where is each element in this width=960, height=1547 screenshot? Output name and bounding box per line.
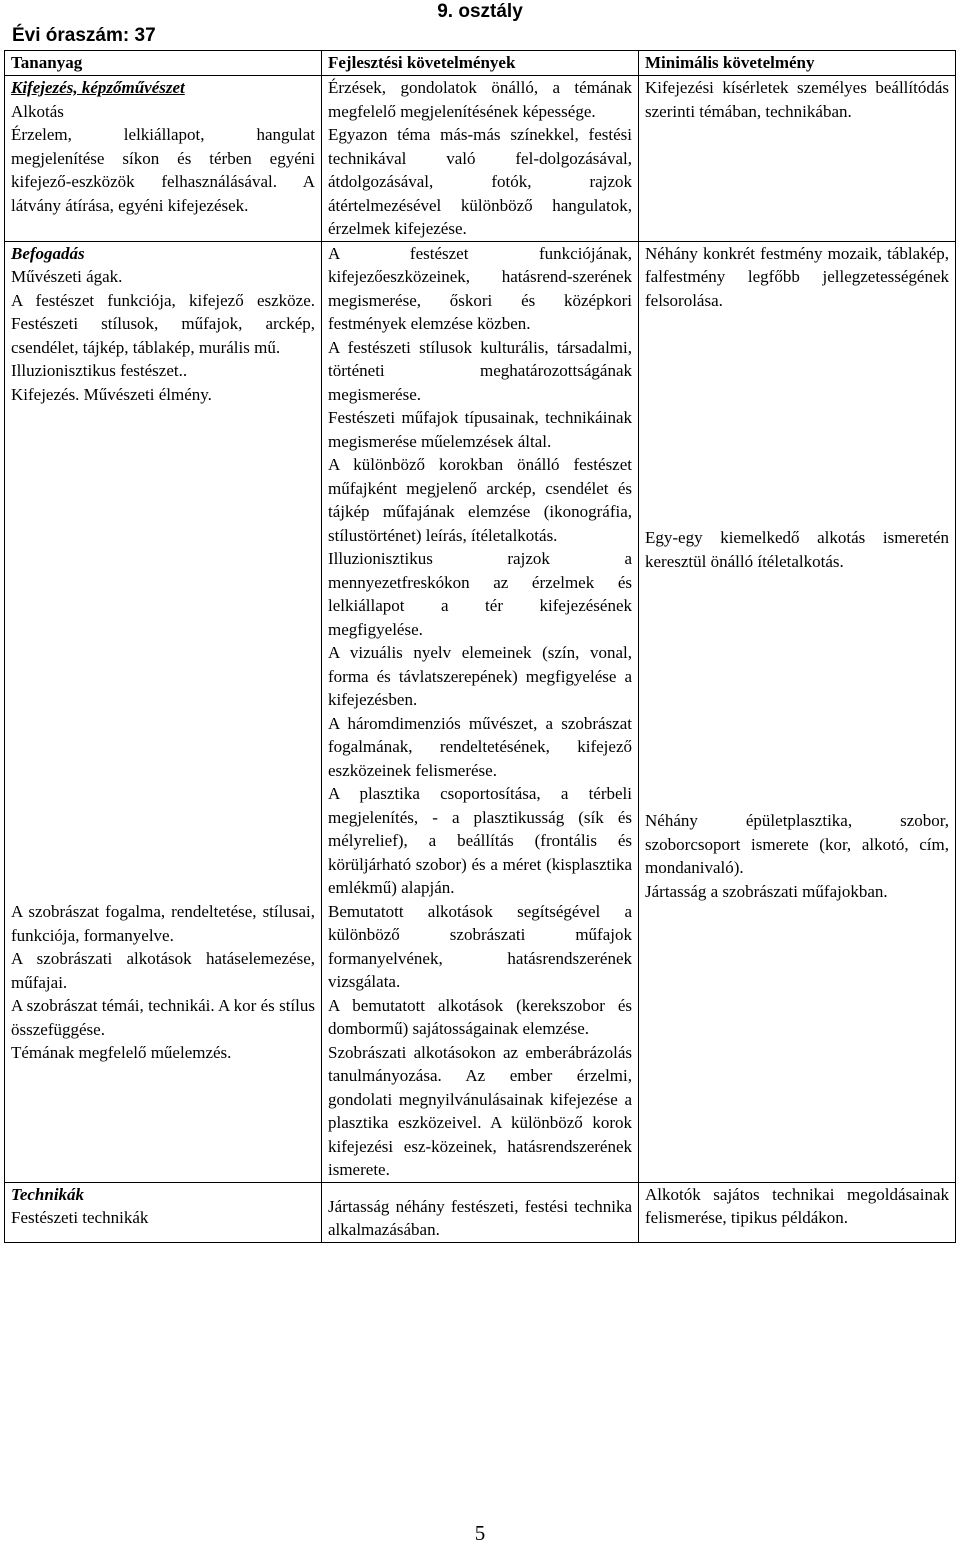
topic-cell xyxy=(5,76,322,242)
requirement-paragraph: A festészet funkciójának, kifejezőeszközeinek, hatásrend-szerének megismerése, őskori és középkori festmények elemzése közben. xyxy=(328,243,632,333)
curriculum-table xyxy=(4,50,956,1243)
table-header-row xyxy=(5,51,956,76)
requirement-paragraph: Bemutatott alkotások segítségével a különböző szobrászati műfajok formanyelvének, hatásrendszerének vizsgálata. xyxy=(328,901,632,991)
minimum-paragraph: Egy-egy kiemelkedő alkotás ismeretén keresztül önálló ítéletalkotás. xyxy=(645,528,949,571)
minimum-paragraph: Néhány konkrét festmény mozaik, táblakép, falfestmény legfőbb jellegzetességének felsorolása. xyxy=(645,243,949,310)
column-header: Tananyag xyxy=(5,51,322,76)
minimum-paragraph: Néhány épületplasztika, szobor, szoborcsoport ismerete (kor, alkotó, cím, mondanivaló). Jártasság a szobrászati műfajokban. xyxy=(645,811,949,901)
requirements-cell xyxy=(322,241,639,1182)
topic-cell xyxy=(5,1182,322,1242)
requirement-paragraph: A háromdimenziós művészet, a szobrászat fogalmának, rendeltetésének, kifejező eszközeinek felismerése. xyxy=(328,713,632,780)
table-row xyxy=(5,1182,956,1242)
requirement-paragraph: Érzések, gondolatok önálló, a témának megfelelő megjelenítésének képessége. xyxy=(328,78,632,121)
topic-text: Festészeti technikák xyxy=(11,1208,149,1227)
section-title: Kifejezés, képzőművészet xyxy=(11,78,185,97)
requirement-paragraph: A festészeti stílusok kulturális, társadalmi, történeti meghatározottságának megismerése. xyxy=(328,337,632,404)
requirement-paragraph: A különböző korokban önálló festészet műfajként megjelenő arckép, csendélet és tájkép műfajának elemzése (ikonográfia, stílustörténet) leírás, ítéletalkotás. xyxy=(328,455,632,545)
column-header: Fejlesztési követelmények xyxy=(322,51,639,76)
section-title: Befogadás xyxy=(11,243,85,263)
topic-text-sculpture: A szobrászat fogalma, rendeltetése, stílusai, funkciója, formanyelve. A szobrászati alkotások hatáselemezése, műfajai. A szobrászat témái, technikái. A kor és stílus összefüggése. Témának megfelelő műelemzés. xyxy=(11,902,315,1062)
requirements-cell xyxy=(322,76,639,242)
section-title: Technikák xyxy=(11,1184,85,1204)
page-number: 5 xyxy=(474,1521,486,1545)
requirement-paragraph: A plasztika csoportosítása, a térbeli megjelenítés, - a plasztikusság (sík és mélyrelief), a beállítás (frontális és körüljárható szobor) és a méret (kisplasztika emlékmű) alapján. xyxy=(328,784,632,897)
annual-hours: Évi óraszám: 37 xyxy=(12,25,156,46)
requirement-paragraph: A bemutatott alkotások (kerekszobor és dombormű) sajátosságainak elemzése. xyxy=(328,995,632,1038)
requirement-paragraph: Szobrászati alkotásokon az emberábrázolás tanulmányozása. Az ember érzelmi, gondolati megnyilvánulásainak kifejezése a plasztika eszközeivel. A különböző korok kifejezési esz-közeinek, hatásrendszerének ismerete. xyxy=(328,1042,632,1179)
table-row xyxy=(5,76,956,242)
minimum-paragraph: Alkotók sajátos technikai megoldásainak felismerése, tipikus példákon. xyxy=(645,1184,949,1227)
grade-heading: 9. osztály xyxy=(437,1,523,22)
requirement-paragraph: Egyazon téma más-más színekkel, festési technikával való fel-dolgozásával, átdolgozásával, fotók, rajzok átértelmezésével különböző hangulatok, érzelmek kifejezése. xyxy=(328,125,632,238)
requirement-paragraph: A vizuális nyelv elemeinek (szín, vonal, forma és távlatszerepének) megfigyelése a kifejezésben. xyxy=(328,643,632,709)
requirement-paragraph: Illuzionisztikus rajzok a mennyezetfreskókon az érzelmek és lelkiállapot a tér kifejezésének megfigyelése. xyxy=(328,549,632,639)
minimum-cell xyxy=(639,1182,956,1242)
requirements-cell xyxy=(322,1182,639,1242)
requirement-paragraph: Jártasság néhány festészeti, festési technika alkalmazásában. xyxy=(328,1196,632,1239)
table-row xyxy=(5,241,956,1182)
column-header: Minimális követelmény xyxy=(639,51,956,76)
minimum-cell xyxy=(639,76,956,242)
topic-text: Művészeti ágak. A festészet funkciója, kifejező eszköze. Festészeti stílusok, műfajok, arckép, csendélet, tájkép, táblakép, murális mű. Illuzionisztikus festészet.. Kifejezés. Művészeti élmény. xyxy=(11,267,315,404)
requirement-paragraph: Festészeti műfajok típusainak, technikáinak megismerése műelemzések által. xyxy=(328,408,632,451)
minimum-paragraph: Kifejezési kísérletek személyes beállítódás szerinti témában, technikában. xyxy=(645,78,949,121)
topic-text: Alkotás Érzelem, lelkiállapot, hangulat megjelenítése síkon és térben egyéni kifejező-eszközök felhasználásával. A látvány átírása, egyéni kifejezések. xyxy=(11,101,315,215)
topic-cell xyxy=(5,241,322,1182)
minimum-cell xyxy=(639,241,956,1182)
